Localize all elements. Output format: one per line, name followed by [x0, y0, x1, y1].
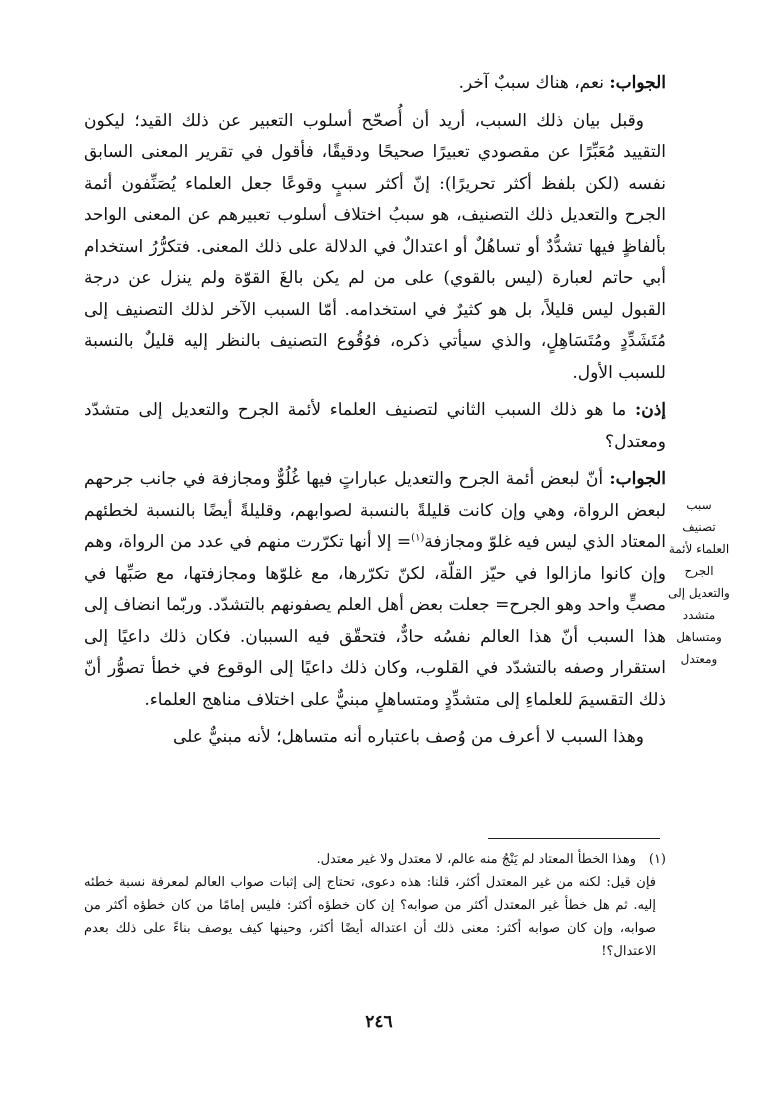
- question-text: ما هو ذلك السبب الثاني لتصنيف العلماء لأئمة الجرح والتعديل إلى متشدّد ومعتدل؟: [84, 400, 666, 452]
- paragraph-explanation: وقبل بيان ذلك السبب، أريد أن أُصحّح أسلوب التعبير عن ذلك القيد؛ ليكون التقييد مُعَبِّرًا عن مقصودي تعبيرًا صحيحًا ودقيقًا، فأقول في تقرير المعنى السابق نفسه (لكن بلفظ أكثر تحريرًا): إنّ أكثر سببٍ وقوعًا جعل العلماء يُصَنِّفون أئمة الجرح والتعديل ذلك التصنيف، هو سببُ اختلاف أسلوب تعبيرهم عن المعنى الواحد بألفاظٍ فيها تشدُّدٌ أو تساهُلٌ أو اعتدالٌ في الدلالة على ذلك المعنى. فتكرُّرُ استخدام أبي حاتم لعبارة (ليس بالقوي) على من لم يكن بالغَ القوّة ولم ينزل عن درجة القبول ليس قليلاً، بل هو كثيرٌ في استخدامه. أمّا السبب الآخر لذلك التصنيف إلى مُتَشَدِّدٍ ومُتَسَاهِلٍ، والذي سيأتي ذكره، فوُقُوع التصنيف بالنظر إليه قليلٌ بالنسبة للسبب الأول.: [84, 110, 666, 383]
- footnote-number: (١): [648, 852, 666, 867]
- footnote-body: فإن قيل: لكنه من غير المعتدل أكثر، قلنا: هذه دعوى، تحتاج إلى إثبات صواب العالم لمعرفة نسبة خطئه إليه. ثم هل خطأ غير المعتدل أكثر من صوابه؟ إن كان خطؤه أكثر: فليس إمامًا من كان خطؤه أكثر من صوابه، وإن كان صوابه أكثر: معنى ذلك أن اعتداله أيضًا أكثر، وحينها كيف يوصف بناءً على ذلك بعدم الاعتدال؟!: [84, 875, 656, 959]
- page-number: ٢٤٦: [365, 1012, 393, 1032]
- footnote-text: وهذا الخطأ المعتاد لم يَنْجُ منه عالم، لا معتدل ولا غير معتدل.: [316, 852, 636, 867]
- paragraph-question: [84, 395, 666, 458]
- answer-label: الجواب:: [609, 73, 666, 93]
- question-label: إذن:: [634, 400, 666, 420]
- margin-line: والتعديل إلى: [668, 586, 730, 600]
- footnote-line: [84, 848, 666, 871]
- answer-label-2: الجواب:: [609, 469, 666, 489]
- margin-line: ومعتدل: [680, 652, 718, 666]
- answer-text-2b: = إلا أنها تكرّرت منهم في عدد من الرواة، وهم وإن كانوا مازالوا في حيّز القلّة، لكنّ تكرّرها، مع غلوّها ومجازفتها، مع صَبِّها في مصبٍّ واحد وهو الجرح= جعلت بعض أهل العلم يصفونهم بالتشدّد. وربّما انضاف إلى هذا السبب أنّ هذا العالم نفسُه حادٌّ، فتحقّق فيه السببان. فكان ذلك داعيًا إلى استقرار وصفه بالتشدّد في القلوب، وكان ذلك داعيًا إلى الوقوع في خطأ تصوُّر أنّ ذلك التقسيمَ للعلماءِ إلى متشدِّدٍ ومتساهلٍ مبنيٌّ على اختلاف مناهج العلماء.: [84, 532, 666, 710]
- margin-heading: [660, 494, 738, 670]
- answer-text: نعم، هناك سببٌ آخر.: [458, 73, 610, 93]
- footnote-divider: [488, 838, 660, 839]
- margin-line: ومتساهل: [676, 630, 722, 644]
- answer-text-2a: أنّ لبعض أئمة الجرح والتعديل عباراتٍ فيها غُلُوٌّ ومجازفة في جانب جرحهم لبعض الرواة، وهي وإن كانت قليلةً بالنسبة لصوابهم، وقليلةً أيضًا بالنسبة لخطئهم المعتاد الذي ليس فيه غلوّ ومجازفة: [84, 469, 666, 552]
- paragraph-continuation: وهذا السبب لا أعرف من وُصف باعتباره أنه متساهل؛ لأنه مبنيٌّ على: [172, 727, 644, 747]
- footnotes: [84, 848, 666, 963]
- paragraph-answer-1: [84, 68, 666, 100]
- margin-line: متشدد: [682, 608, 716, 622]
- margin-line: الجرح: [684, 564, 714, 578]
- paragraph-answer-2: [84, 464, 666, 716]
- footnote-reference: (١): [411, 532, 425, 544]
- margin-line: العلماء لأئمة: [668, 542, 730, 556]
- main-text: [84, 68, 666, 760]
- margin-line: تصنيف: [682, 520, 716, 534]
- margin-line: سبب: [686, 498, 712, 512]
